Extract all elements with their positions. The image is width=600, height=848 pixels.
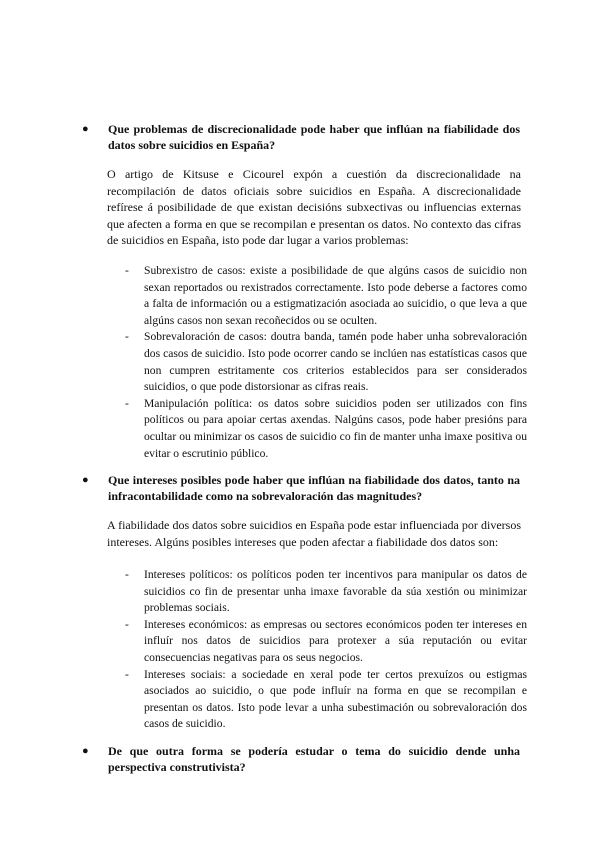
question-text-2: Que intereses posibles pode haber que inflúan na fiabilidade dos datos, tanto na infracontabilidade como na sobrevaloración das magnitudes? <box>108 473 520 503</box>
list-item <box>125 396 527 462</box>
list-1 <box>125 263 527 462</box>
list-item-text: Intereses económicos: as empresas ou sectores económicos poden ter intereses en influír nos datos de suicidios para protexer a súa reputación ou evitar consecuencias negativas para os seus negocios. <box>144 617 527 664</box>
dash-icon: - <box>125 568 129 581</box>
question-heading-2 <box>82 472 520 504</box>
list-item <box>125 617 527 667</box>
list-item-text: Sobrevaloración de casos: doutra banda, tamén pode haber unha sobrevaloración dos casos de suicidio. Isto pode ocorrer cando se inclúen nas estatísticas casos que non cumpren estritamente cos criterios establecidos para ser considerados suicidios, o que pode distorsionar as cifras reais. <box>144 330 527 394</box>
question-text-3: De que outra forma se podería estudar o tema do suicidio dende unha perspectiva construtivista? <box>108 744 520 774</box>
list-item-text: Subrexistro de casos: existe a posibilidade de que algúns casos de suicidio non sexan reportados ou rexistrados correctamente. Isto pode deberse a factores como a falta de información ou a estigmatización asociada ao suicidio, o que leva a que algúns casos non sexan recoñecidos ou se oculten. <box>144 264 527 327</box>
list-item-text: Manipulación política: os datos sobre suicidios poden ser utilizados con fins políticos ou para apoiar certas axendas. Nalgúns casos, pode haber presións para ocultar ou minimizar os casos de suicidio co fin de manter unha imaxe positiva ou evitar o escrutinio público. <box>144 396 527 460</box>
bullet-icon: ● <box>82 745 89 757</box>
list-item-text: Intereses políticos: os políticos poden ter incentivos para manipular os datos de suicidios co fin de presentar unha imaxe favorable da súa xestión ou minimizar problemas sociais. <box>144 568 527 615</box>
list-item <box>125 667 527 733</box>
list-item <box>125 329 527 395</box>
question-heading-1 <box>82 121 520 153</box>
question-text-1: Que problemas de discrecionalidade pode haber que inflúan na fiabilidade dos datos sobre suicidios en España? <box>108 122 520 152</box>
paragraph-2: A fiabilidade dos datos sobre suicidios en España pode estar influenciada por diversos intereses. Algúns posibles intereses que poden afectar a fiabilidade dos datos son: <box>107 518 521 549</box>
question-heading-3 <box>82 743 520 775</box>
dash-icon: - <box>125 617 129 631</box>
bullet-icon: ● <box>82 474 89 486</box>
dash-icon: - <box>125 396 129 410</box>
list-item <box>125 263 527 329</box>
list-item <box>125 567 527 617</box>
list-item-text: Intereses sociais: a sociedade en xeral pode ter certos prexuízos ou estigmas asociados ao suicidio, o que pode influír na forma en que se recompilan e presentan os datos. Isto pode levar a unha subestimación ou sobrevaloración dos casos de suicidio. <box>144 667 527 731</box>
dash-icon: - <box>125 330 129 344</box>
list-2 <box>125 567 527 733</box>
paragraph-1: O artigo de Kitsuse e Cicourel expón a cuestión da discrecionalidade na recompilación de datos oficiais sobre suicidios en España. A discrecionalidade refírese á posibilidade de que existan decisións subxectivas ou influencias externas que afecten a forma en que se recompilan e presentan os datos. No contexto das cifras de suicidios en España, isto pode dar lugar a varios problemas: <box>107 167 521 248</box>
dash-icon: - <box>125 667 129 681</box>
bullet-icon: ● <box>82 123 89 135</box>
dash-icon: - <box>125 264 129 277</box>
